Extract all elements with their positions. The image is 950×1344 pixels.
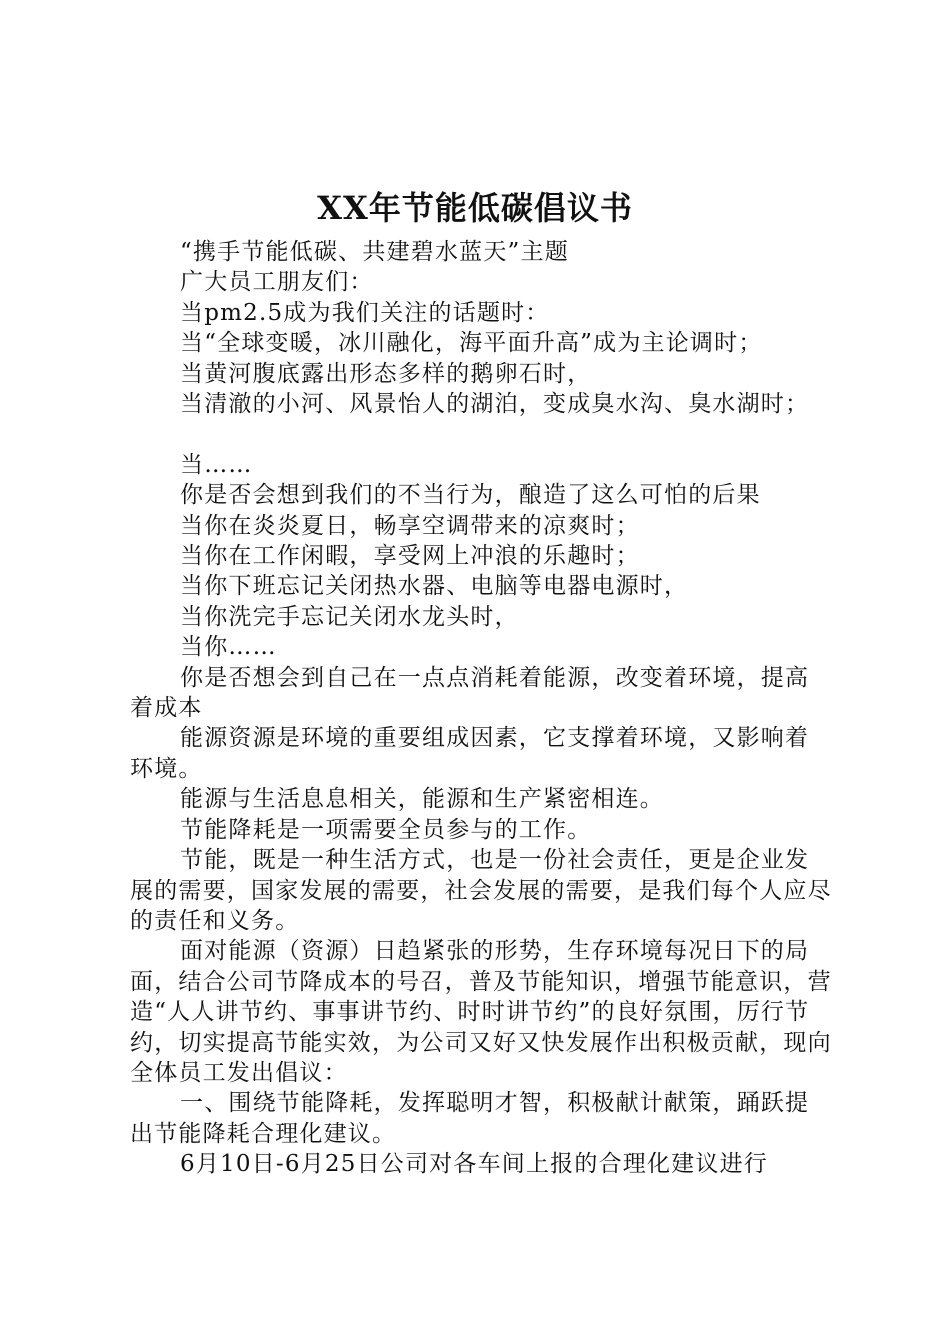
blank-line bbox=[130, 419, 832, 449]
paragraph: 面对能源（资源）日趋紧张的形势，生存环境每况日下的局面，结合公司节降成本的号召，普及节能知识，增强节能意识，营造“人人讲节约、事事讲节约、时时讲节约”的良好氛围，厉行节约，切实提高节能实效，为公司又好又快发展作出积极贡献，现向全体员工发出倡议： bbox=[130, 938, 832, 1086]
document-title: XX年节能低碳倡议书 bbox=[317, 189, 633, 227]
paragraph: 你是否会想到我们的不当行为，酿造了这么可怕的后果 bbox=[180, 482, 761, 509]
paragraph: 节能，既是一种生活方式，也是一份社会责任，更是企业发展的需要，国家发展的需要，社会发展的需要，是我们每个人应尽的责任和义务。 bbox=[130, 847, 832, 934]
paragraph: 当你下班忘记关闭热水器、电脑等电器电源时， bbox=[180, 573, 689, 600]
paragraph: 当“全球变暖，冰川融化，海平面升高”成为主论调时； bbox=[180, 330, 763, 357]
paragraph: 当…… bbox=[180, 451, 253, 478]
paragraph: 当你洗完手忘记关闭水龙头时， bbox=[180, 603, 519, 630]
paragraph: 当你在工作闲暇，享受网上冲浪的乐趣时； bbox=[180, 543, 640, 570]
paragraph: “携手节能低碳、共建碧水蓝天”主题 bbox=[180, 239, 569, 265]
paragraph: 能源与生活息息相关，能源和生产紧密相连。 bbox=[180, 786, 664, 813]
paragraph: 一、围绕节能降耗，发挥聪明才智，积极献计献策，踊跃提出节能降耗合理化建议。 bbox=[130, 1090, 810, 1147]
paragraph: 6月10日-6月25日公司对各车间上报的合理化建议进行 bbox=[180, 1151, 768, 1178]
paragraph: 你是否想会到自己在一点点消耗着能源，改变着环境，提高着成本 bbox=[130, 664, 810, 722]
paragraph: 当你…… bbox=[180, 634, 277, 661]
paragraph: 广大员工朋友们： bbox=[180, 269, 374, 296]
paragraph: 能源资源是环境的重要组成因素，它支撑着环境，又影响着环境。 bbox=[130, 725, 810, 782]
paragraph: 当pm2.5成为我们关注的话题时： bbox=[180, 299, 550, 326]
paragraph: 当黄河腹底露出形态多样的鹅卵石时， bbox=[180, 360, 592, 387]
paragraph: 当你在炎炎夏日，畅享空调带来的凉爽时； bbox=[180, 512, 640, 539]
paragraph: 节能降耗是一项需要全员参与的工作。 bbox=[180, 816, 592, 843]
document-body bbox=[130, 237, 832, 1180]
paragraph: 当清澈的小河、风景怡人的湖泊，变成臭水沟、臭水湖时； bbox=[180, 391, 810, 418]
